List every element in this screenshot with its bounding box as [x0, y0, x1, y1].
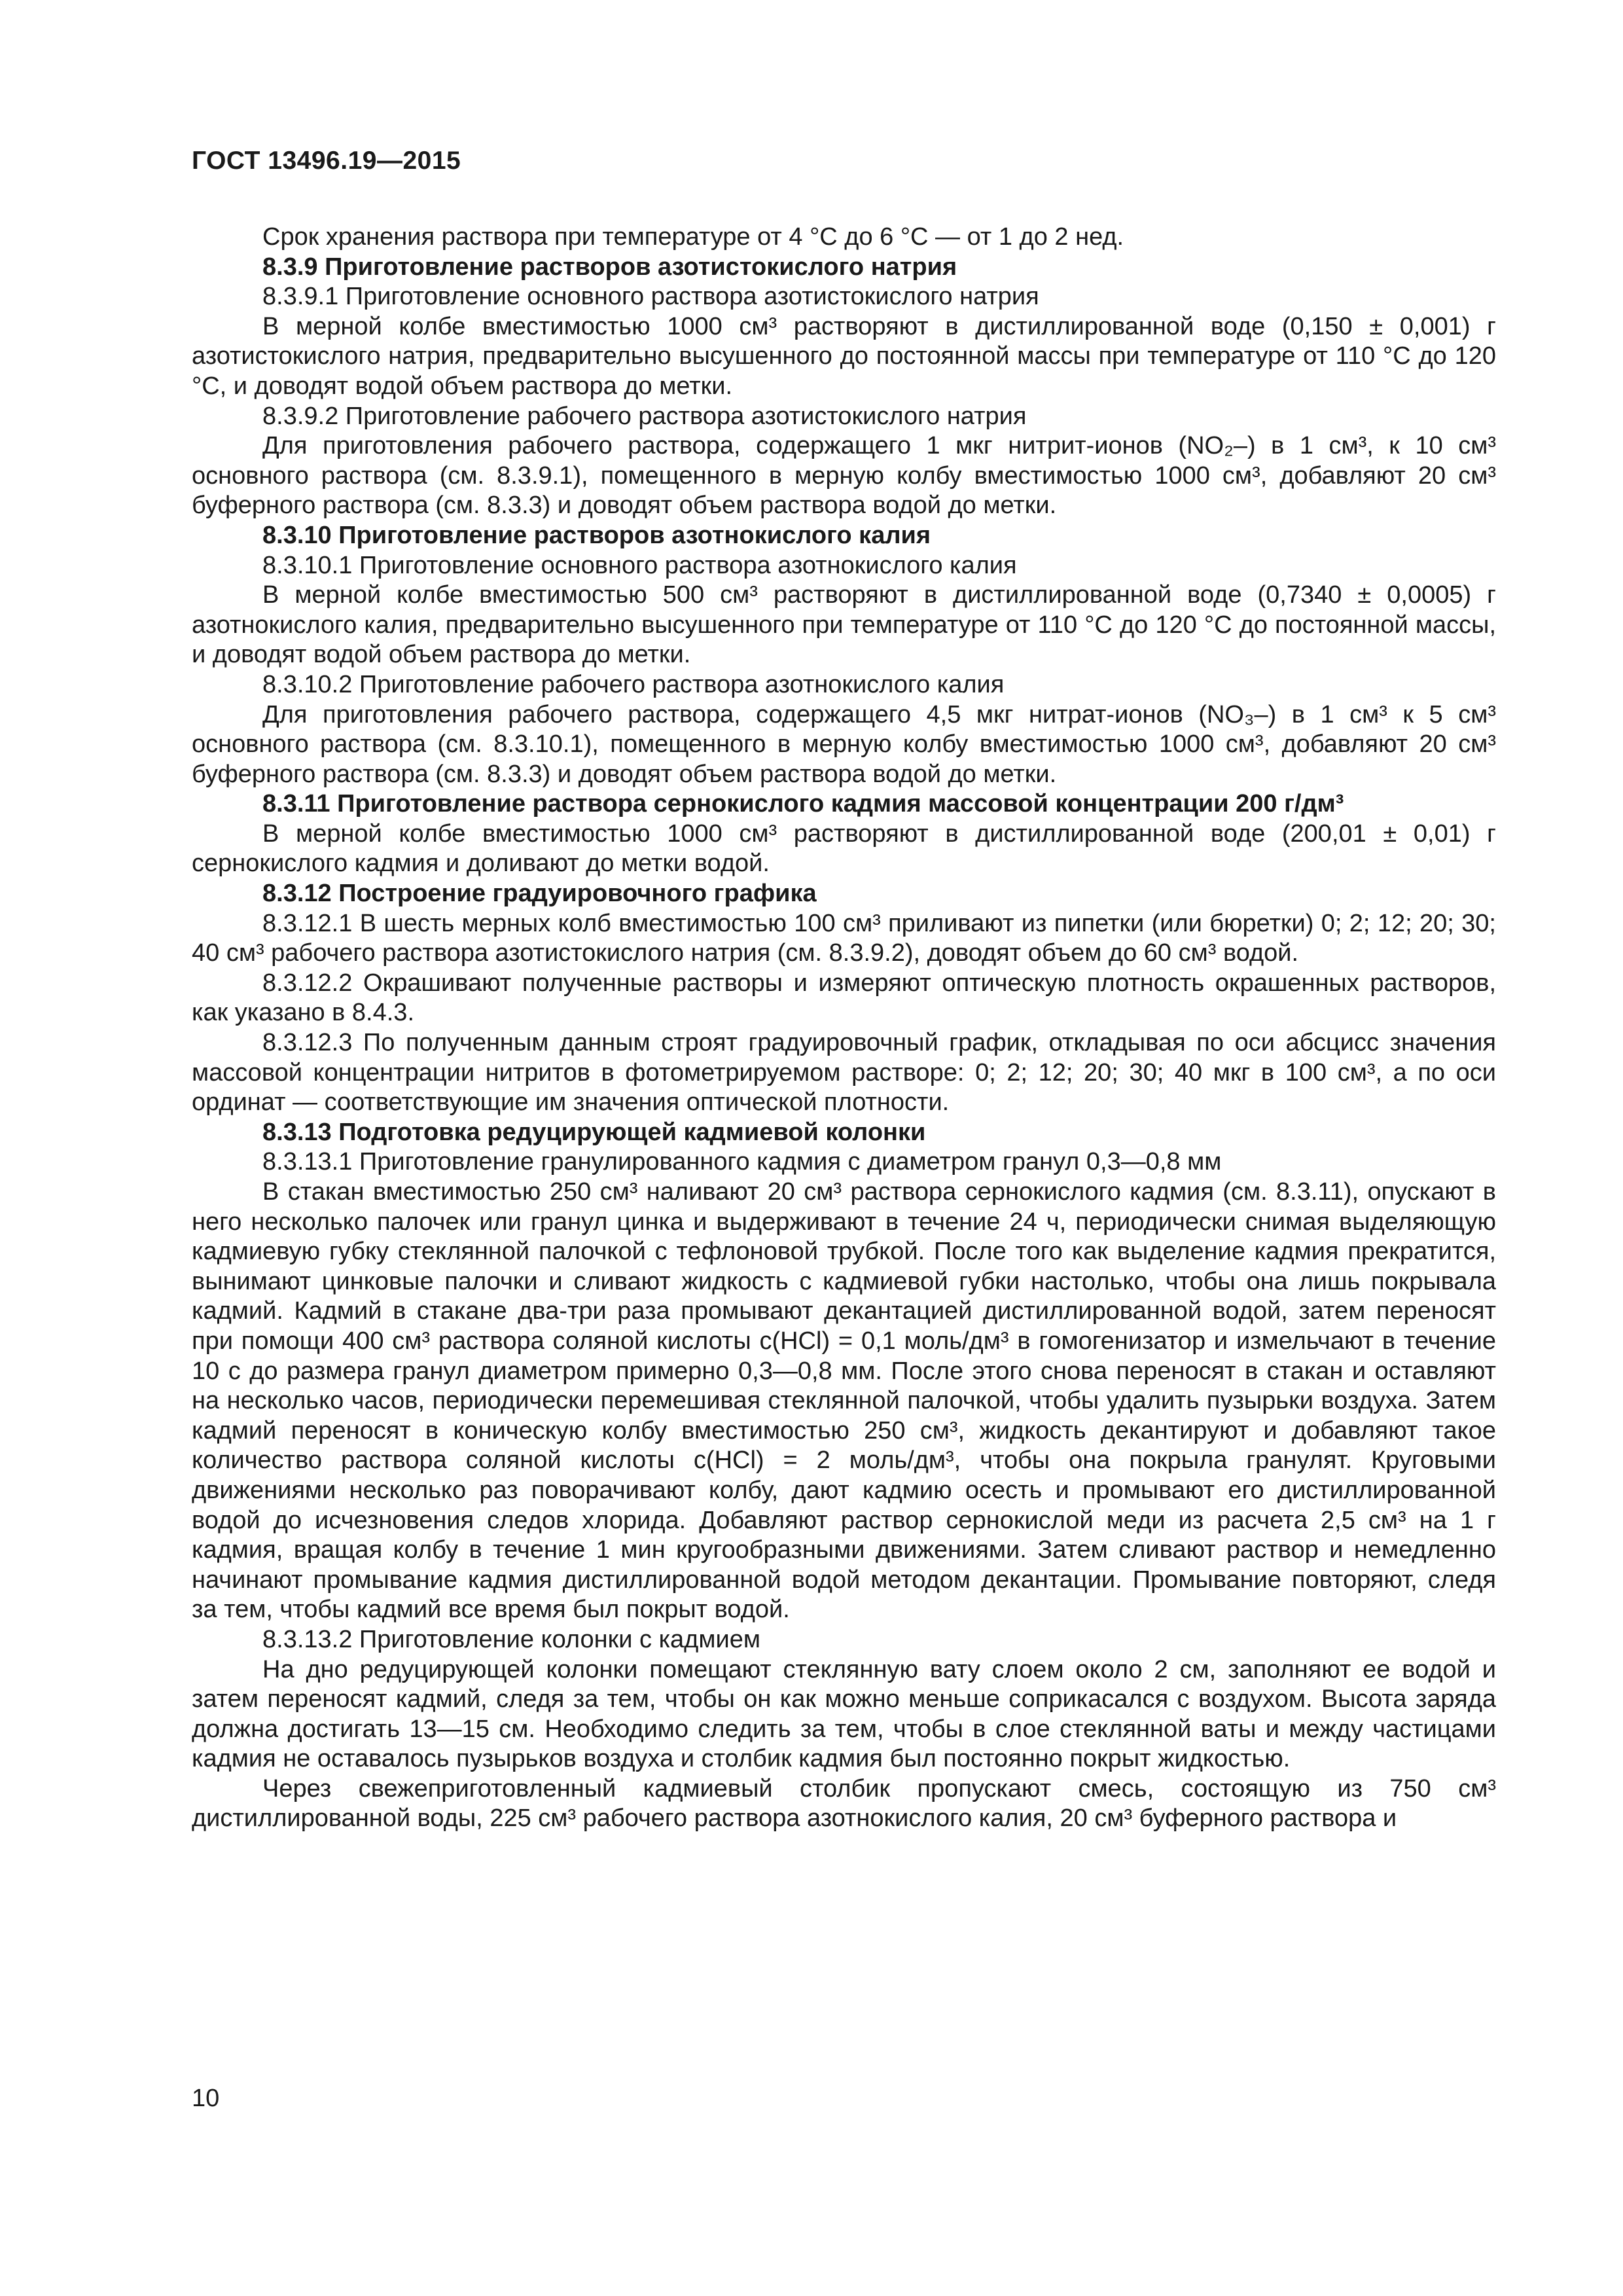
page-number: 10 — [192, 2085, 220, 2112]
paragraph: Срок хранения раствора при температуре от 4 °С до 6 °С — от 1 до 2 нед. — [262, 223, 1124, 251]
subsection-title: 8.3.13.2 Приготовление колонки с кадмием — [262, 1625, 760, 1653]
paragraph: 8.3.12.1 В шесть мерных колб вместимостью 100 см³ приливают из пипетки (или бюретки) 0; 2; 12; 20; 30; 40 см³ рабочего раствора азотистокислого натрия (см. 8.3.9.2), доводят объем до 60 см³ водой. — [192, 909, 1496, 967]
subsection-title: 8.3.13.1 Приготовление гранулированного кадмия с диаметром гранул 0,3—0,8 мм — [262, 1148, 1222, 1176]
paragraph: На дно редуцирующей колонки помещают стеклянную вату слоем около 2 см, заполняют ее водой и затем переносят кадмий, следя за тем, чтобы он как можно меньше соприкасался с воздухом. Высота заряда должна достигать 13—15 см. Необходимо следить за тем, чтобы в слое стеклянной ваты и между частицами кадмия не оставалось пузырьков воздуха и столбик кадмия был постоянно покрыт жидкостью. — [192, 1655, 1496, 1773]
paragraph: 8.3.12.2 Окрашивают полученные растворы и измеряют оптическую плотность окрашенных растворов, как указано в 8.4.3. — [192, 969, 1496, 1027]
document-header: ГОСТ 13496.19—2015 — [192, 147, 461, 175]
paragraph: В мерной колбе вместимостью 1000 см³ растворяют в дистиллированной воде (200,01 ± 0,01) г сернокислого кадмия и доливают до метки водой. — [192, 819, 1496, 878]
subsection-title: 8.3.10.1 Приготовление основного раствора азотнокислого калия — [262, 551, 1017, 579]
paragraph: Для приготовления рабочего раствора, содержащего 4,5 мкг нитрат-ионов (NO₃–) в 1 см³ к 5 см³ основного раствора (см. 8.3.10.1), помещенного в мерную колбу вместимостью 1000 см³, добавляют 20 см³ буферного раствора (см. 8.3.3) и доводят объем раствора водой до метки. — [192, 700, 1496, 788]
paragraph: В стакан вместимостью 250 см³ наливают 20 см³ раствора сернокислого кадмия (см. 8.3.11), опускают в него несколько палочек или гранул цинка и выдерживают в течение 24 ч, периодически снимая выделяющую кадмиевую губку стеклянной палочкой с тефлоновой трубкой. После того как выделение кадмия прекратится, вынимают цинковые палочки и сливают жидкость с кадмиевой губки настолько, чтобы она лишь покрывала кадмий. Кадмий в стакане два-три раза промывают декантацией дистиллированной водой, затем переносят при помощи 400 см³ раствора соляной кислоты с(HCl) = 0,1 моль/дм³ в гомогенизатор и измельчают в течение 10 с до размера гранул диаметром примерно 0,3—0,8 мм. После этого снова переносят в стакан и оставляют на несколько часов, периодически перемешивая стеклянной палочкой, чтобы удалить пузырьки воздуха. Затем кадмий переносят в коническую колбу вместимостью 250 см³, жидкость декантируют и добавляют такое количество раствора соляной кислоты с(HCl) = 2 моль/дм³, чтобы она покрыла гранулят. Круговыми движениями несколько раз поворачивают колбу, дают кадмию осесть и промывают его дистиллированной водой до исчезновения следов хлорида. Добавляют раствор сернокислой меди из расчета 2,5 см³ на 1 г кадмия, вращая колбу в течение 1 мин кругообразными движениями. Затем сливают раствор и немедленно начинают промывание кадмия дистиллированной водой методом декантации. Промывание повторяют, следя за тем, чтобы кадмий все время был покрыт водой. — [192, 1178, 1496, 1624]
section-heading: 8.3.13 Подготовка редуцирующей кадмиевой колонки — [262, 1118, 926, 1146]
subsection-title: 8.3.10.2 Приготовление рабочего раствора азотнокислого калия — [262, 670, 1005, 698]
document-body — [192, 223, 1496, 1834]
paragraph: В мерной колбе вместимостью 500 см³ растворяют в дистиллированной воде (0,7340 ± 0,0005) г азотнокислого калия, предварительно высушенного при температуре от 110 °С до 120 °С до постоянной массы, и доводят водой объем раствора до метки. — [192, 581, 1496, 669]
paragraph: В мерной колбе вместимостью 1000 см³ растворяют в дистиллированной воде (0,150 ± 0,001) г азотистокислого натрия, предварительно высушенного до постоянной массы при температуре от 110 °С до 120 °С, и доводят водой объем раствора до метки. — [192, 312, 1496, 400]
subsection-title: 8.3.9.2 Приготовление рабочего раствора азотистокислого натрия — [262, 402, 1027, 430]
section-heading: 8.3.11 Приготовление раствора сернокислого кадмия массовой концентрации 200 г/дм³ — [262, 790, 1344, 818]
section-heading: 8.3.9 Приготовление растворов азотистокислого натрия — [262, 253, 957, 281]
subsection-title: 8.3.9.1 Приготовление основного раствора азотистокислого натрия — [262, 283, 1039, 311]
paragraph: 8.3.12.3 По полученным данным строят градуировочный график, откладывая по оси абсцисс значения массовой концентрации нитритов в фотометрируемом растворе: 0; 2; 12; 20; 30; 40 мкг в 100 см³, а по оси ординат — соответствующие им значения оптической плотности. — [192, 1029, 1496, 1117]
section-heading: 8.3.10 Приготовление растворов азотнокислого калия — [262, 521, 931, 549]
paragraph: Через свежеприготовленный кадмиевый столбик пропускают смесь, состоящую из 750 см³ дистиллированной воды, 225 см³ рабочего раствора азотнокислого калия, 20 см³ буферного раствора и — [192, 1774, 1496, 1833]
section-heading: 8.3.12 Построение градуировочного графика — [262, 880, 817, 908]
paragraph: Для приготовления рабочего раствора, содержащего 1 мкг нитрит-ионов (NO₂–) в 1 см³, к 10 см³ основного раствора (см. 8.3.9.1), помещенного в мерную колбу вместимостью 1000 см³, добавляют 20 см³ буферного раствора (см. 8.3.3) и доводят объем раствора водой до метки. — [192, 432, 1496, 520]
